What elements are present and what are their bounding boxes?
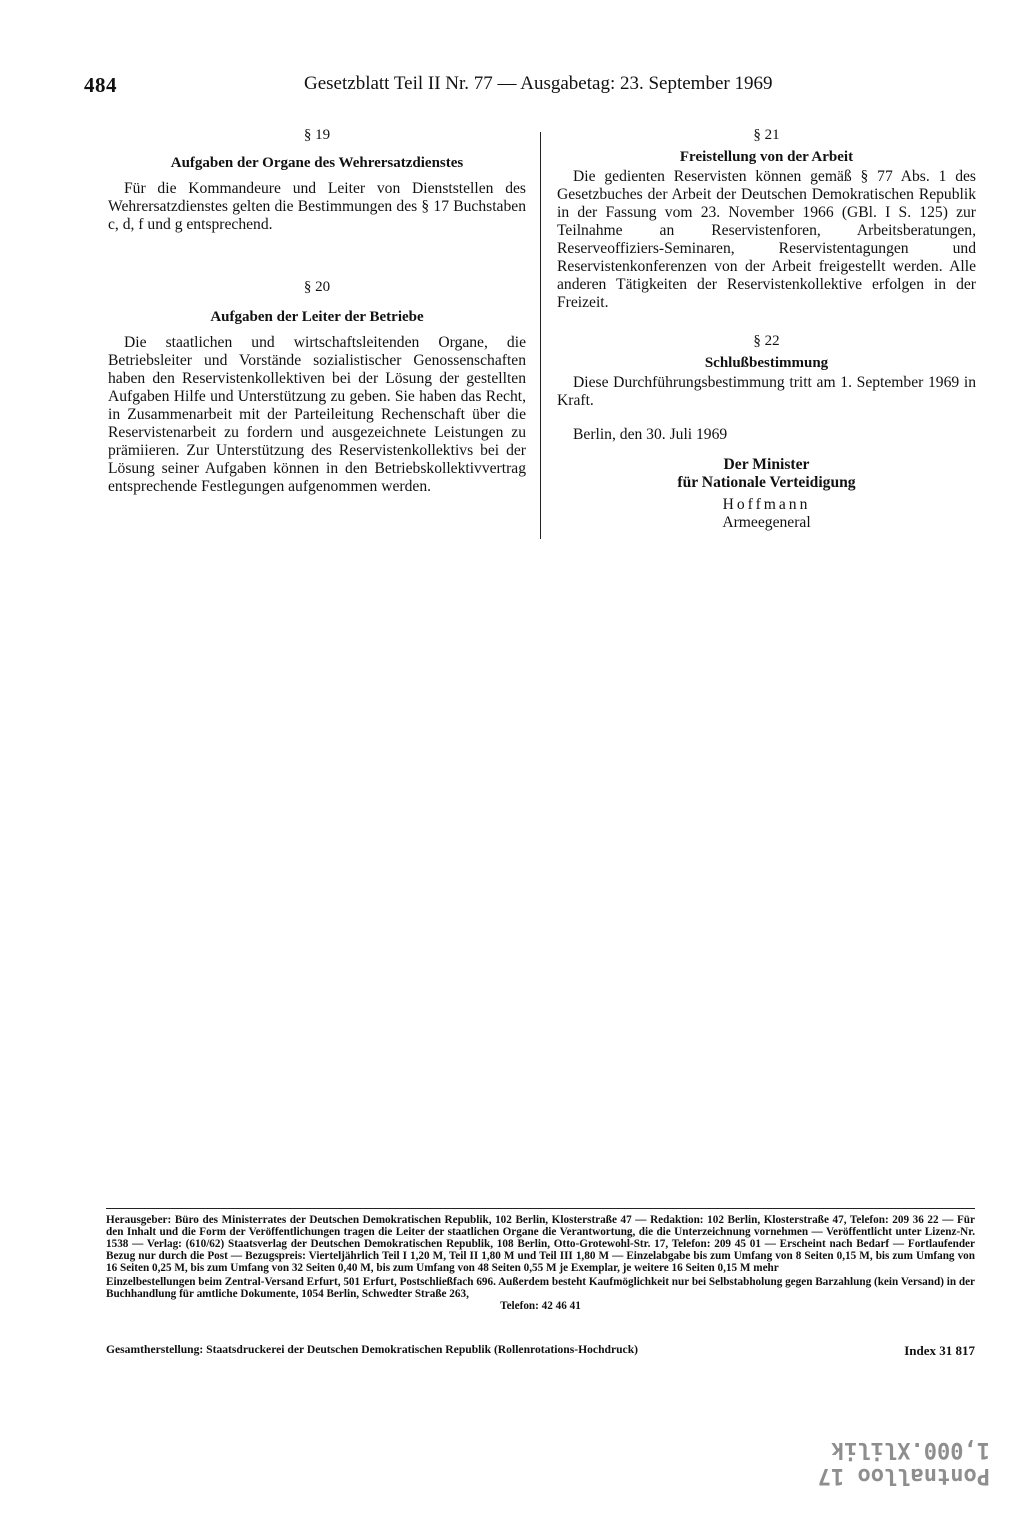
mirrored-stamp-mark (760, 1432, 990, 1488)
section-19-text: Für die Kommandeure und Leiter von Dienststellen des Wehrersatzdienstes gelten die Bestimmungen des § 17 Buchstaben c, d, f und g entsprechend. (108, 180, 526, 233)
section-19-title: Aufgaben der Organe des Wehrersatzdienstes (170, 155, 464, 171)
signature-rank: Armeegeneral (722, 514, 811, 531)
section-22-number: § 22 (753, 333, 780, 349)
signature-title-line2: für Nationale Verteidigung (677, 474, 856, 491)
printer-line (106, 1343, 975, 1356)
section-20-number: § 20 (303, 279, 331, 295)
section-20-text: Die staatlichen und wirtschaftsleitenden Organe, die Betriebsleiter und Vorstände sozialistischer Genossenschaften haben den Reservistenkollektiven bei der Lösung der gestellten Aufgaben Hilfe und Unterstützung zu geben. Sie haben das Recht, in Zusammenarbeit mit der Parteileitung Rechenschaft über die Reservistenarbeit zu fordern und ausgezeichnete Leistungen zu prämiieren. Zur Unterstützung des Reservistenkollektivs bei der Lösung seiner Aufgaben können in den Betriebskollektivvertrag entsprechende Festlegungen aufgenommen werden. (108, 334, 526, 495)
stamp-line-2: 1,000.Xlilik (831, 1437, 990, 1462)
right-column (557, 126, 976, 532)
section-22-title: Schlußbestimmung (704, 355, 829, 371)
printer-text: Gesamtherstellung: Staatsdruckerei der Deutschen Demokratischen Republik (Rollenrotations-Hochdruck) (106, 1343, 639, 1356)
section-22-text: Diese Durchführungsbestimmung tritt am 1. September 1969 in Kraft. (557, 374, 976, 409)
stamp-line-1: Pontnalloo 17 (817, 1463, 990, 1488)
column-divider (540, 132, 541, 539)
imprint-block (106, 1214, 975, 1312)
section-21-title: Freistellung von der Arbeit (679, 149, 854, 165)
left-column (108, 126, 526, 496)
index-number: Index 31 817 (904, 1343, 975, 1358)
imprint-publisher: Herausgeber: Büro des Ministerrates der Deutschen Demokratischen Republik, 102 Berlin, Klosterstraße 47 — Redaktion: 102 Berlin, Klosterstraße 47, Telefon: 209 36 22 — Für den Inhalt und die Form der Veröffentlichungen tragen die Leiter der staatlichen Organe die Verantwortung, die die Unterzeichnung vornehmen — Veröffentlicht unter Lizenz-Nr. 1538 — Verlag: (610/62) Staatsverlag der Deutschen Demokratischen Republik, 108 Berlin, Otto-Grotewohl-Str. 17, Telefon: 209 45 01 — Erscheint nach Bedarf — Fortlaufender Bezug nur durch die Post — Bezugspreis: Vierteljährlich Teil I 1,20 M, Teil II 1,80 M und Teil III 1,80 M — Einzelabgabe bis zum Umfang von 8 Seiten 0,15 M, bis zum Umfang von 16 Seiten 0,25 M, bis zum Umfang von 32 Seiten 0,40 M, bis zum Umfang von 48 Seiten 0,55 M je Exemplar, je weitere 16 Seiten 0,15 M mehr (106, 1214, 975, 1274)
place-date: Berlin, den 30. Juli 1969 (573, 426, 728, 443)
page-number: 484 (84, 73, 117, 97)
section-20-title: Aufgaben der Leiter der Betriebe (210, 309, 424, 325)
section-21-text: Die gedienten Reservisten können gemäß § 77 Abs. 1 des Gesetzbuches der Arbeit der Deutschen Demokratischen Republik in der Fassung vom 23. November 1966 (GBl. I S. 125) zur Teilnahme an Reservistenforen, Arbeitsberatungen, Reserveoffiziers-Seminaren, Reservistentagungen und Reservistenkonferenzen von der Arbeit freigestellt werden. Alle anderen Tätigkeiten der Reservistenkollektive erfolgen in der Freizeit. (557, 168, 976, 311)
imprint-orders: Einzelbestellungen beim Zentral-Versand Erfurt, 501 Erfurt, Postschließfach 696. Außerdem besteht Kaufmöglichkeit nur bei Selbstabholung gegen Barzahlung (kein Versand) in der Buchhandlung für amtliche Dokumente, 1054 Berlin, Schwedter Straße 263, (106, 1276, 975, 1300)
signature-title-line1: Der Minister (723, 456, 810, 473)
imprint-rule (106, 1208, 975, 1209)
section-19-number: § 19 (303, 127, 331, 143)
running-head: Gesetzblatt Teil II Nr. 77 — Ausgabetag: 23. September 1969 (304, 73, 773, 94)
signature-name: Hoffmann (722, 496, 811, 513)
section-21-number: § 21 (753, 127, 780, 143)
imprint-phone: Telefon: 42 46 41 (500, 1300, 581, 1312)
